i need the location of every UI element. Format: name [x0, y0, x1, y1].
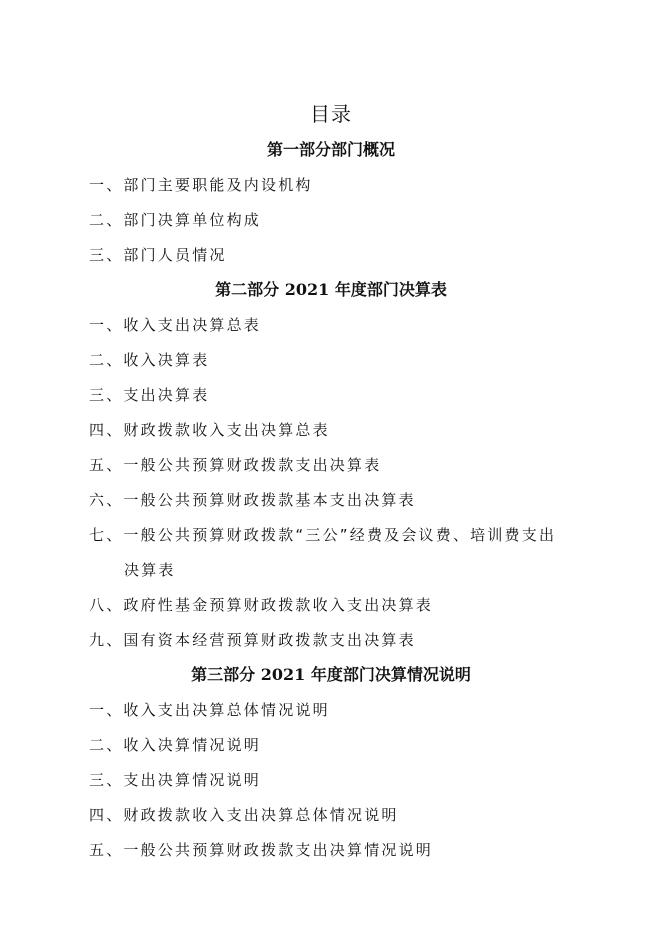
toc-item: 一、收入支出决算总体情况说明: [89, 701, 330, 719]
toc-item: 四、财政拨款收入支出决算总体情况说明: [89, 806, 399, 824]
part2-heading: 第二部分 2021 年度部门决算表: [215, 280, 447, 299]
toc-item: 九、国有资本经营预算财政拨款支出决算表: [89, 631, 416, 649]
toc-item: 六、一般公共预算财政拨款基本支出决算表: [89, 491, 416, 509]
toc-item: 四、财政拨款收入支出决算总表: [89, 421, 330, 439]
part3-heading: 第三部分 2021 年度部门决算情况说明: [191, 665, 471, 684]
toc-item: 三、部门人员情况: [89, 246, 227, 264]
toc-item: 一、收入支出决算总表: [89, 316, 262, 334]
part1-heading: 第一部分部门概况: [266, 140, 395, 159]
toc-item-continuation: 决算表: [124, 561, 176, 579]
toc-item: 五、一般公共预算财政拨款支出决算表: [89, 456, 382, 474]
toc-item: 二、收入决算表: [89, 351, 210, 369]
toc-item: 八、政府性基金预算财政拨款收入支出决算表: [89, 596, 434, 614]
toc-item: 三、支出决算表: [89, 386, 210, 404]
toc-item: 五、一般公共预算财政拨款支出决算情况说明: [89, 841, 434, 859]
toc-item: 二、部门决算单位构成: [89, 211, 262, 229]
toc-item: 一、部门主要职能及内设机构: [89, 176, 313, 194]
toc-item: 七、一般公共预算财政拨款“三公”经费及会议费、培训费支出: [89, 526, 557, 544]
toc-item: 二、收入决算情况说明: [89, 736, 262, 754]
toc-title: 目录: [310, 102, 352, 126]
toc-item: 三、支出决算情况说明: [89, 771, 262, 789]
